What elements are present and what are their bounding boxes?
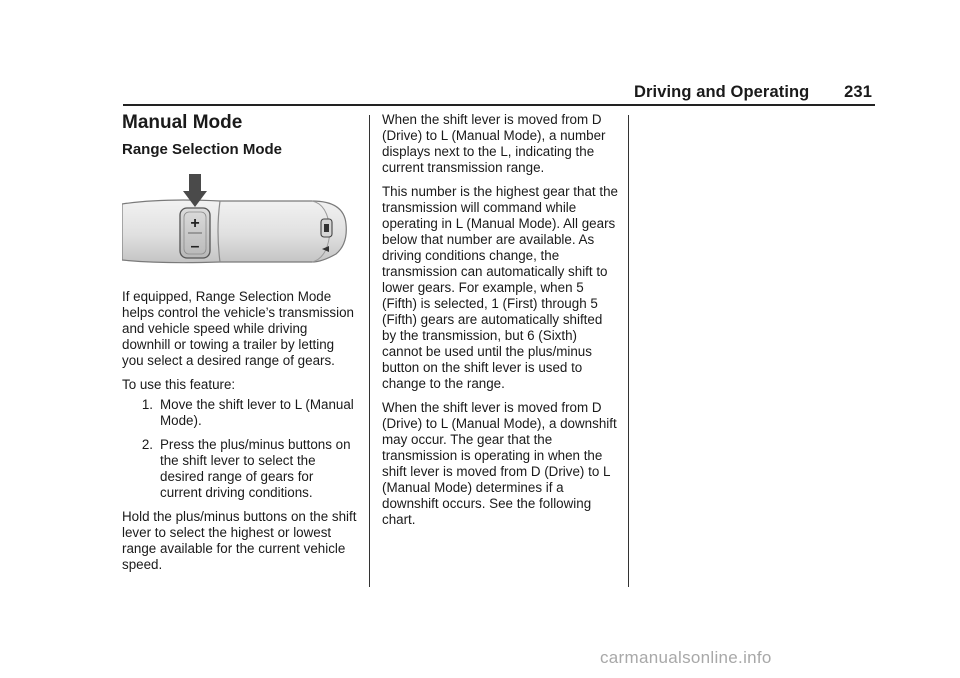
running-header: [634, 83, 872, 102]
step-number: 1.: [141, 397, 153, 412]
watermark: carmanualsonline.info: [600, 648, 772, 667]
header-rule: [123, 104, 875, 106]
downshift-paragraph: When the shift lever is moved from D (Drive) to L (Manual Mode), a downshift may occur. The gear that the transmission is operating in when the shift lever is moved from D (Drive) to L (Manual Mode) determines if a downshift occurs. See the following chart.: [382, 400, 617, 527]
section-title: Driving and Operating: [634, 83, 810, 101]
page-number: 231: [844, 83, 872, 101]
section-heading: Manual Mode: [122, 112, 243, 133]
minus-label: –: [190, 238, 200, 255]
highest-gear-paragraph: This number is the highest gear that the transmission will command while operating in L (Manual Mode). All gears below that number are available. As driving conditions change, the transmission can automatically shift to lower gears. For example, when 5 (Fifth) is selected, 1 (First) through 5 (Fifth) gears are automatically shifted by the transmission, but 6 (Sixth) cannot be used until the plus/minus button on the shift lever is used to change to the range.: [382, 184, 618, 391]
hold-paragraph: Hold the plus/minus buttons on the shift lever to select the highest or lowest range available for the current vehicle speed.: [122, 509, 357, 572]
subsection-heading: Range Selection Mode: [122, 141, 283, 158]
middle-column: [382, 112, 618, 536]
list-item: [122, 437, 358, 501]
shift-lever-illustration: [122, 174, 358, 274]
left-column: [122, 112, 358, 581]
plus-label: +: [190, 215, 200, 232]
list-item: [122, 397, 358, 429]
range-display-paragraph: When the shift lever is moved from D (Drive) to L (Manual Mode), a number displays next to the L, indicating the current transmission range.: [382, 112, 606, 175]
intro-paragraph: If equipped, Range Selection Mode helps control the vehicle’s transmission and vehicle speed while driving downhill or towing a trailer by letting you select a desired range of gears.: [122, 289, 354, 368]
step-number: 2.: [141, 437, 153, 452]
column-divider: [628, 115, 629, 587]
steps-list: [122, 397, 358, 501]
column-divider: [369, 115, 370, 587]
shift-lever-icon: [122, 174, 358, 274]
steps-intro: To use this feature:: [122, 377, 236, 392]
step-text: Press the plus/minus buttons on the shift lever to select the desired range of gears for current driving conditions.: [160, 437, 351, 500]
step-text: Move the shift lever to L (Manual Mode).: [160, 397, 354, 428]
